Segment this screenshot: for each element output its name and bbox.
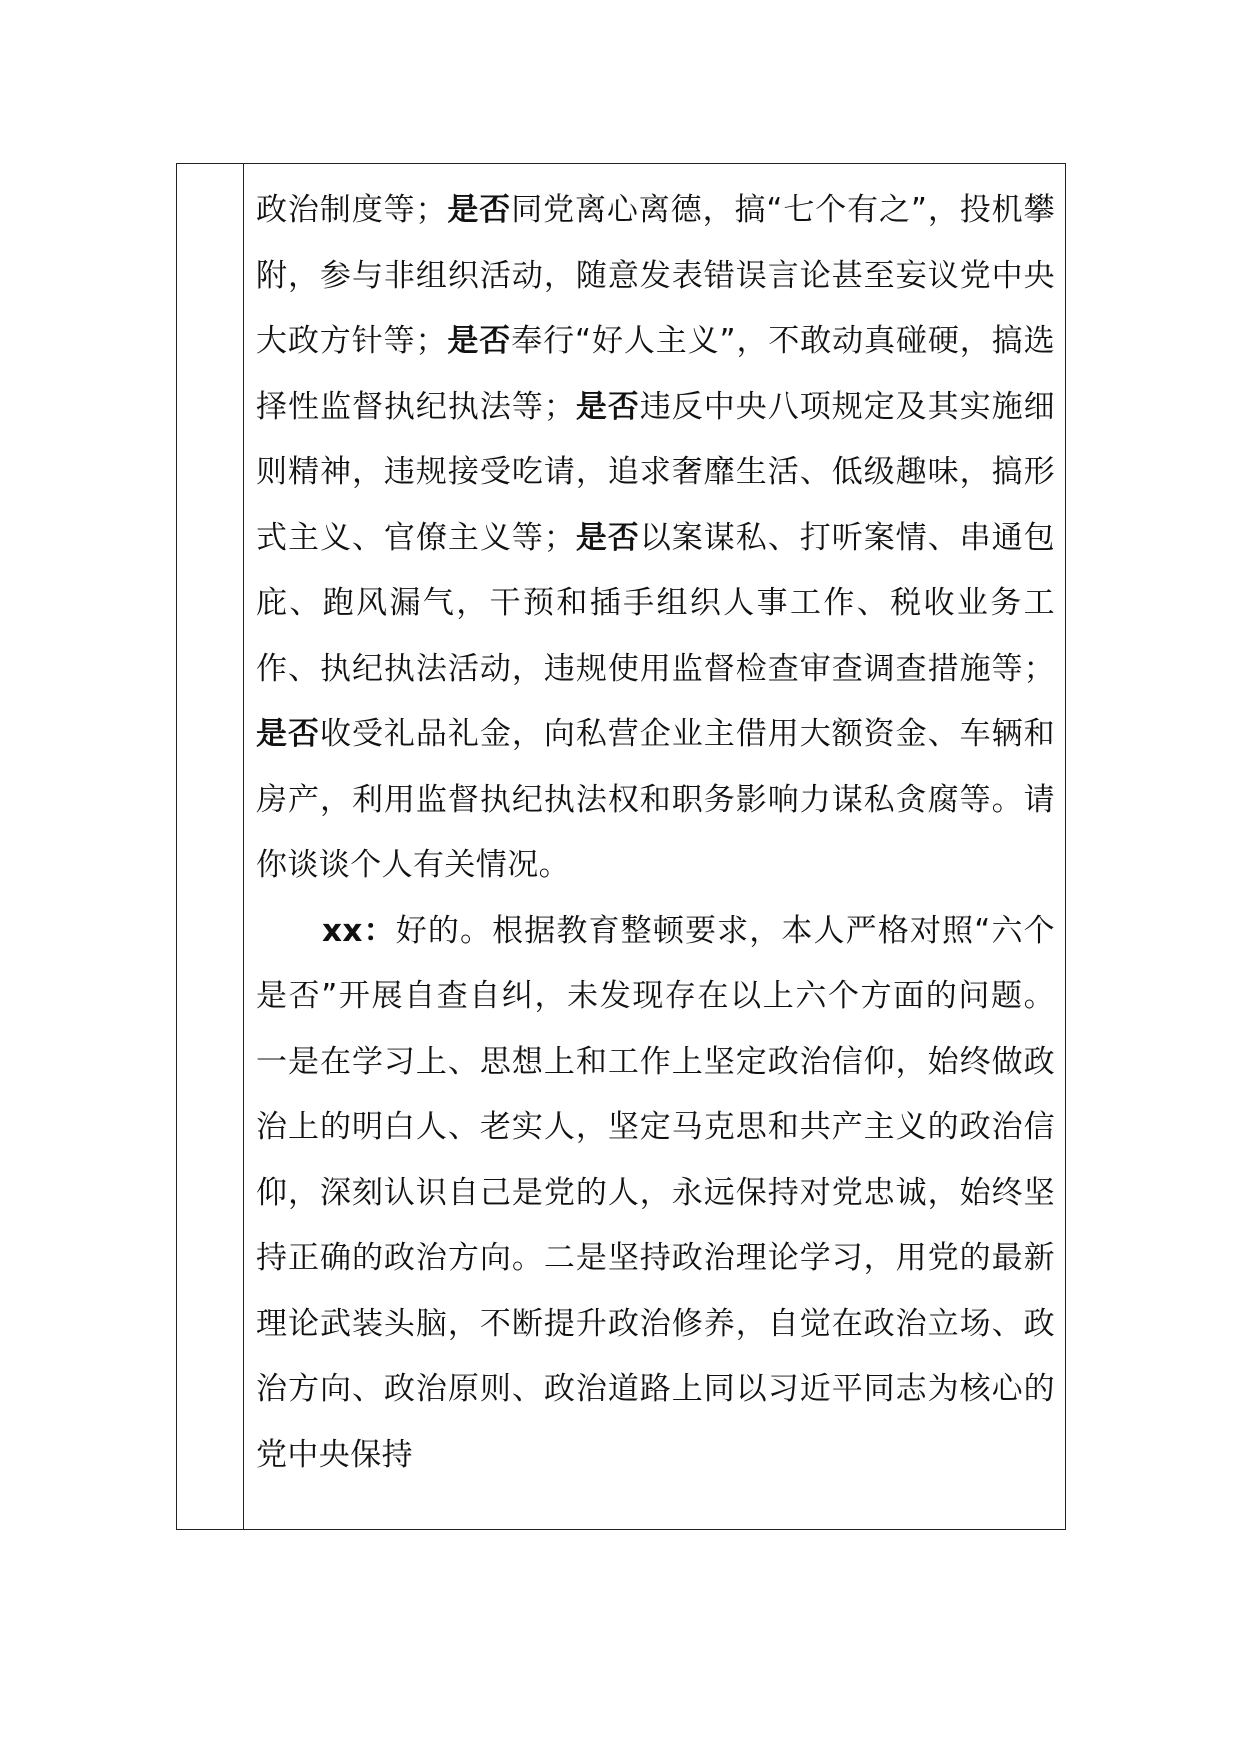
question-keyword: 是否 (575, 388, 640, 425)
question-keyword: 是否 (256, 716, 320, 752)
question-keyword: 是否 (575, 519, 640, 556)
table-left-column (177, 164, 244, 1529)
question-text-segment: 以案谋私、打听案情、串通包庇、跑风漏气，干预和插手组织人事工作、税收业务工作、执纪执法活动，违规使用监督检查审查调查措施等； (256, 519, 1056, 687)
question-text-segment: 政治制度等； (256, 192, 447, 228)
document-table (176, 163, 1066, 1530)
answer-paragraph (256, 899, 1055, 1489)
question-paragraph (256, 178, 1055, 899)
answer-speaker: xx： (322, 912, 396, 949)
question-keyword: 是否 (446, 323, 512, 359)
question-text-segment: 奉行“好人主义”，不敢动真碰硬，搞选择性监督执纪执法等； (256, 323, 1055, 425)
answer-text: 好的。根据教育整顿要求，本人严格对照“六个是否”开展自查自纠，未发现存在以上六个方面的问题。一是在学习上、思想上和工作上坚定政治信仰，始终做政治上的明白人、老实人，坚定马克思和共产主义的政治信仰，深刻认识自己是党的人，永远保持对党忠诚，始终坚持正确的政治方向。二是坚持政治理论学习，用党的最新理论武装头脑，不断提升政治修养，自觉在政治立场、政治方向、政治原则、政治道路上同以习近平同志为核心的党中央保持 (256, 912, 1055, 1473)
table-content-cell (244, 164, 1065, 1529)
question-text-segment: 违反中央八项规定及其实施细则精神，违规接受吃请，追求奢靡生活、低级趣味，搞形式主义、官僚主义等； (256, 388, 1056, 556)
question-keyword: 是否 (446, 192, 512, 228)
question-text-segment: 同党离心离德，搞“七个有之”，投机攀附，参与非组织活动，随意发表错误言论甚至妄议党中央大政方针等； (256, 192, 1055, 359)
question-text-segment: 收受礼品礼金，向私营企业主借用大额资金、车辆和房产，利用监督执纪执法权和职务影响力谋私贪腐等。请你谈谈个人有关情况。 (256, 716, 1055, 883)
